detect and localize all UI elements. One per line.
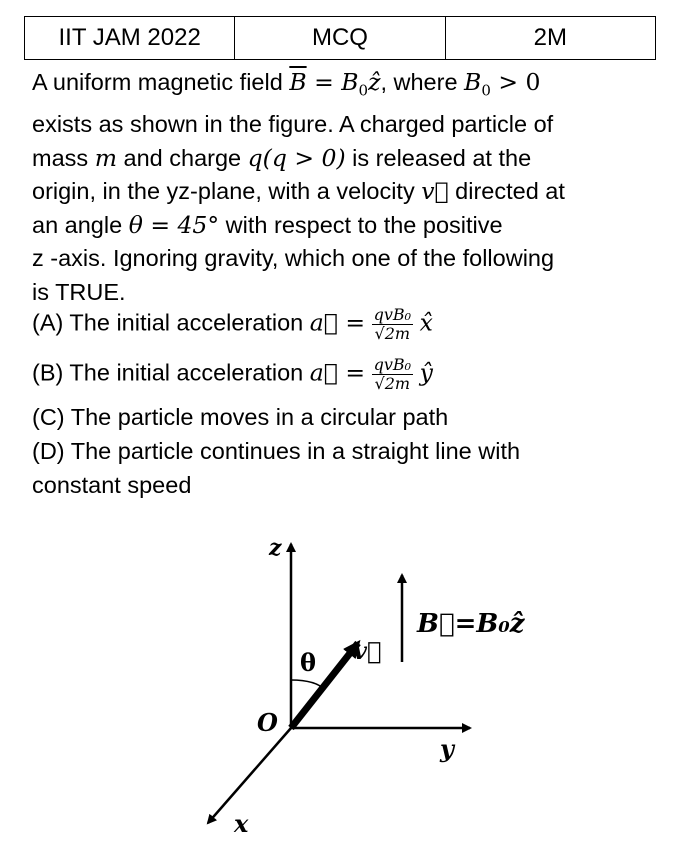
option-a-fraction: $\frac{\text{qvB₀}}{√2m}$ — [373, 305, 412, 343]
theta-label: θ — [300, 648, 317, 677]
header-type: MCQ — [235, 17, 445, 60]
question-line-4: origin, in the yz-plane, with a velocity v⃗ directed at — [32, 177, 565, 206]
option-a[interactable]: (A) The initial acceleration a⃗ = $\frac{\text{qvB₀}}{√2m}$ x̂ — [32, 305, 433, 343]
origin-label: O — [257, 708, 278, 737]
header-marks: 2M — [445, 17, 655, 60]
b-field-label: B⃗=B₀ẑ — [417, 609, 525, 639]
y-label: y — [440, 734, 454, 763]
velocity-label: v⃗ — [353, 636, 382, 665]
question-line-2: exists as shown in the figure. A charged particle of — [32, 111, 554, 138]
question-line-3: mass m and charge q(q > 0) is released at the — [32, 143, 532, 172]
z-label: z — [269, 535, 282, 561]
x-label: x — [234, 809, 249, 838]
question-line-6: z -axis. Ignoring gravity, which one of the following — [32, 245, 555, 272]
question-line-7: is TRUE. — [32, 278, 126, 305]
option-c[interactable]: (C) The particle moves in a circular path — [32, 404, 449, 430]
header-exam: IIT JAM 2022 — [25, 17, 235, 60]
option-b[interactable]: (B) The initial acceleration a⃗ = $\frac{\text{qvB₀}}{√2m}$ ŷ — [32, 355, 433, 393]
option-d[interactable]: (D) The particle continues in a straight line with — [32, 438, 521, 464]
question-line-5: an angle θ = 45° with respect to the positive — [32, 210, 503, 239]
x-axis — [208, 728, 291, 823]
question-line-1: A uniform magnetic field $\overline{B}$ = $B_0ẑ$, where $B_0 > 0$ — [32, 68, 541, 100]
option-b-fraction: $\frac{\text{qvB₀}}{√2m}$ — [373, 355, 412, 393]
option-d-continued: constant speed — [32, 472, 192, 498]
